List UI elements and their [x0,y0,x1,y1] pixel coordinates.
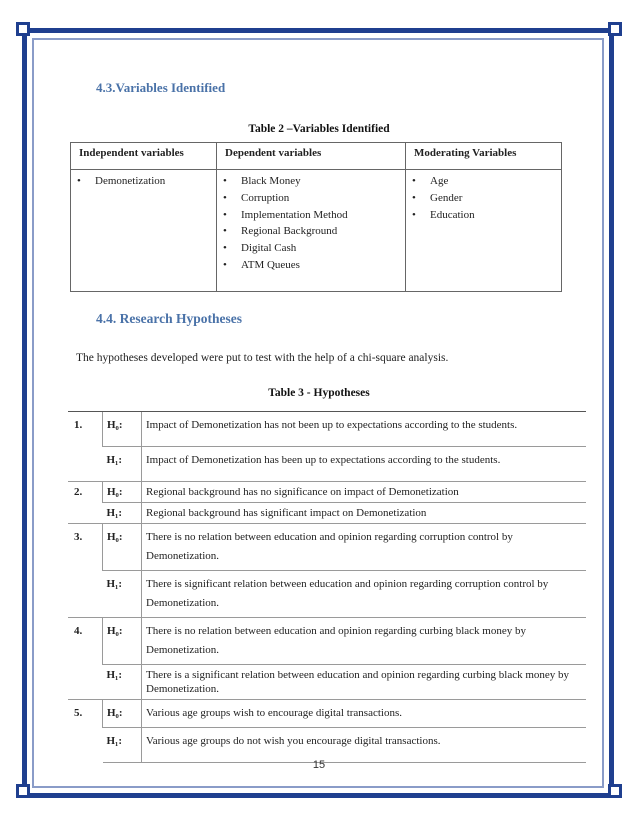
alt-hypothesis-text: Regional background has significant impact on Demonetization [142,503,587,524]
null-hypothesis-label: H₀: [103,482,142,503]
independent-cell [71,170,217,292]
null-hypothesis-text: Regional background has no significance on impact of Demonetization [142,482,587,503]
list-item: • Digital Cash [223,240,399,257]
border-corner-ornament [16,784,30,798]
list-item: • Regional Background [223,223,399,240]
null-hypothesis-text: There is no relation between education and opinion regarding curbing black money by Demonetization. [142,618,587,665]
list-item: • Education [412,207,555,224]
null-hypothesis-label: H₀: [103,700,142,728]
section-heading-variables: 4.3.Variables Identified [96,80,226,95]
alt-hypothesis-text: Impact of Demonetization has been up to expectations according to the students. [142,447,587,482]
alt-hypothesis-label: H₁: [103,447,142,482]
list-item: • Demonetization [77,173,210,190]
border-corner-ornament [608,22,622,36]
null-hypothesis-label: H₀: [103,618,142,665]
hypothesis-number: 3. [68,524,103,618]
dependent-cell [217,170,406,292]
list-item: • Implementation Method [223,207,399,224]
table-row [68,728,586,763]
col-header-dependent: Dependent variables [217,143,406,170]
list-item: • Black Money [223,173,399,190]
hypothesis-number: 1. [68,412,103,482]
table-row [68,700,586,728]
table-row [68,503,586,524]
table3-caption: Table 3 - Hypotheses [268,387,370,399]
null-hypothesis-label: H₀: [103,412,142,447]
hypothesis-number: 2. [68,482,103,524]
intro-paragraph: The hypotheses developed were put to test with the help of a chi-square analysis. [76,352,449,364]
alt-hypothesis-text: There is a significant relation between education and opinion regarding curbing black money by Demonetization. [142,665,587,700]
list-item: • Age [412,173,555,190]
alt-hypothesis-label: H₁: [103,571,142,618]
list-item: • ATM Queues [223,257,399,274]
hypothesis-number: 5. [68,700,103,763]
col-header-independent: Independent variables [71,143,217,170]
alt-hypothesis-label: H₁: [103,503,142,524]
hypotheses-table [68,411,586,763]
table-row [68,447,586,482]
table2-caption: Table 2 –Variables Identified [248,123,390,135]
moderating-cell [406,170,562,292]
alt-hypothesis-label: H₁: [103,728,142,763]
table-row [68,571,586,618]
null-hypothesis-text: Various age groups wish to encourage digital transactions. [142,700,587,728]
table-row [68,482,586,503]
hypothesis-number: 4. [68,618,103,700]
list-item: • Corruption [223,190,399,207]
null-hypothesis-label: H₀: [103,524,142,571]
border-corner-ornament [16,22,30,36]
table-row [68,524,586,571]
alt-hypothesis-text: There is significant relation between education and opinion regarding corruption control by Demonetization. [142,571,587,618]
border-corner-ornament [608,784,622,798]
null-hypothesis-text: Impact of Demonetization has not been up to expectations according to the students. [142,412,587,447]
null-hypothesis-text: There is no relation between education and opinion regarding corruption control by Demonetization. [142,524,587,571]
page-number: 15 [312,759,326,771]
table-row [68,618,586,665]
alt-hypothesis-label: H₁: [103,665,142,700]
section-heading-hypotheses: 4.4. Research Hypotheses [96,311,242,326]
alt-hypothesis-text: Various age groups do not wish you encourage digital transactions. [142,728,587,763]
table-row [68,665,586,700]
col-header-moderating: Moderating Variables [406,143,562,170]
table-row [68,412,586,447]
list-item: • Gender [412,190,555,207]
variables-table [70,142,562,292]
